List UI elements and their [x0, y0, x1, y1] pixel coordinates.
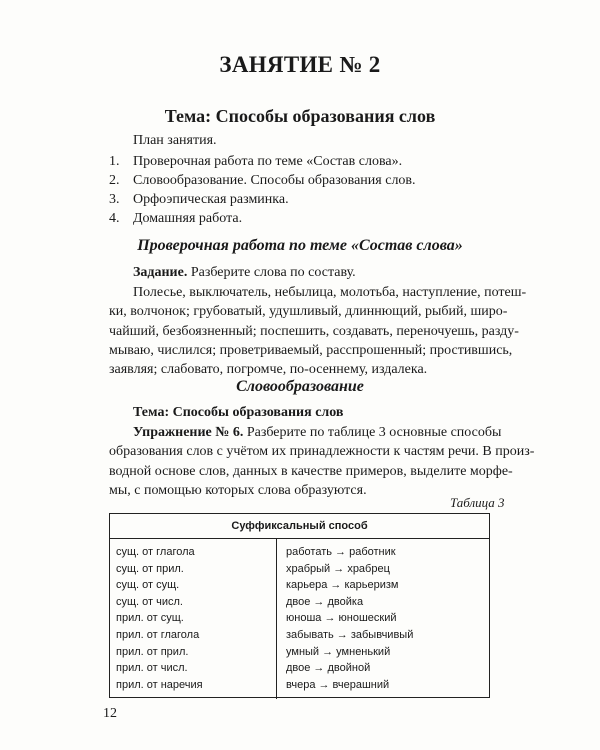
plan-heading: План занятия. [133, 133, 217, 148]
plan-item-text: Орфоэпическая разминка. [133, 192, 289, 207]
word-formation-table [109, 513, 490, 698]
plan-item [109, 190, 416, 209]
plan-item-number: 2. [109, 173, 120, 188]
plan-item-number: 1. [109, 154, 120, 169]
word-list-paragraph [109, 283, 527, 379]
table-cell: карьера → карьеризм [286, 579, 399, 592]
plan-item [109, 209, 416, 228]
task-label: Задание. [133, 265, 188, 280]
table-cell: сущ. от глагола [116, 546, 195, 558]
table-column-parts-of-speech [110, 539, 277, 699]
table-cell: юноша → юношеский [286, 612, 397, 625]
table-cell: прил. от глагола [116, 628, 200, 641]
plan-list [109, 152, 416, 228]
task-line [133, 265, 356, 281]
lesson-title: ЗАНЯТИЕ № 2 [219, 52, 381, 77]
table-cell: двое → двойка [286, 595, 364, 608]
table-cell: вчера → вчерашний [286, 678, 390, 691]
topic-title: Тема: Способы образования слов [164, 106, 436, 126]
table-column-examples [277, 539, 413, 699]
section-heading-word-formation: Словообразование [236, 378, 364, 395]
paragraph-line: образования слов с учётом их принадлежности к частям речи. В произ- [109, 444, 535, 460]
paragraph-line: водной основе слов, данных в качестве примеров, выделите морфе- [109, 463, 513, 479]
table-cell: работать → работник [286, 546, 396, 558]
plan-item [109, 152, 416, 171]
table-cell: прил. от сущ. [116, 612, 184, 625]
exercise-label: Упражнение № 6. [133, 425, 244, 440]
table-cell: сущ. от прил. [116, 562, 184, 575]
exercise-paragraph [109, 423, 535, 500]
table-cell: прил. от прил. [116, 645, 189, 658]
paragraph-line: Полесье, выключатель, небылица, молотьба, наступление, потеш- [133, 285, 527, 300]
plan-item-number: 4. [109, 211, 120, 226]
sub-topic: Тема: Способы образования слов [133, 405, 344, 420]
table-cell: прил. от числ. [116, 662, 188, 675]
plan-item-text: Словообразование. Способы образования слов. [133, 173, 416, 188]
table-cell: сущ. от сущ. [116, 579, 180, 592]
paragraph-line [109, 423, 502, 442]
paragraph-line: заявляя; слабовато, погромче, по-осеннему, издалека. [109, 362, 428, 378]
page-number: 12 [103, 706, 117, 721]
section-heading-test: Проверочная работа по теме «Состав слова» [137, 237, 463, 254]
table-header: Суффиксальный способ [110, 514, 489, 539]
task-text: Разберите слова по составу. [187, 265, 356, 280]
table-label: Таблица 3 [450, 495, 505, 510]
table-cell: умный → умненький [286, 645, 391, 658]
plan-item-number: 3. [109, 192, 120, 207]
table-cell: прил. от наречия [116, 678, 203, 691]
paragraph-line: мываю, числился; проветриваемый, расспрошенный; простившись, [109, 342, 513, 358]
plan-item-text: Домашняя работа. [133, 211, 243, 226]
plan-item-text: Проверочная работа по теме «Состав слова». [133, 154, 403, 169]
table-cell: двое → двойной [286, 662, 371, 675]
paragraph-line: чайший, безбоязненный; поспешить, создавать, переночуешь, разду- [109, 323, 519, 339]
table-cell: забывать → забывчивый [286, 628, 414, 641]
paragraph-line: мы, с помощью которых слова образуются. [109, 482, 367, 498]
table-cell: сущ. от числ. [116, 595, 183, 608]
plan-item [109, 171, 416, 190]
paragraph-line: ки, волчонок; грубоватый, удушливый, длиннющий, рыбий, широ- [109, 304, 508, 320]
table-cell: храбрый → храбрец [286, 562, 390, 575]
exercise-text: Разберите по таблице 3 основные способы [243, 425, 502, 440]
